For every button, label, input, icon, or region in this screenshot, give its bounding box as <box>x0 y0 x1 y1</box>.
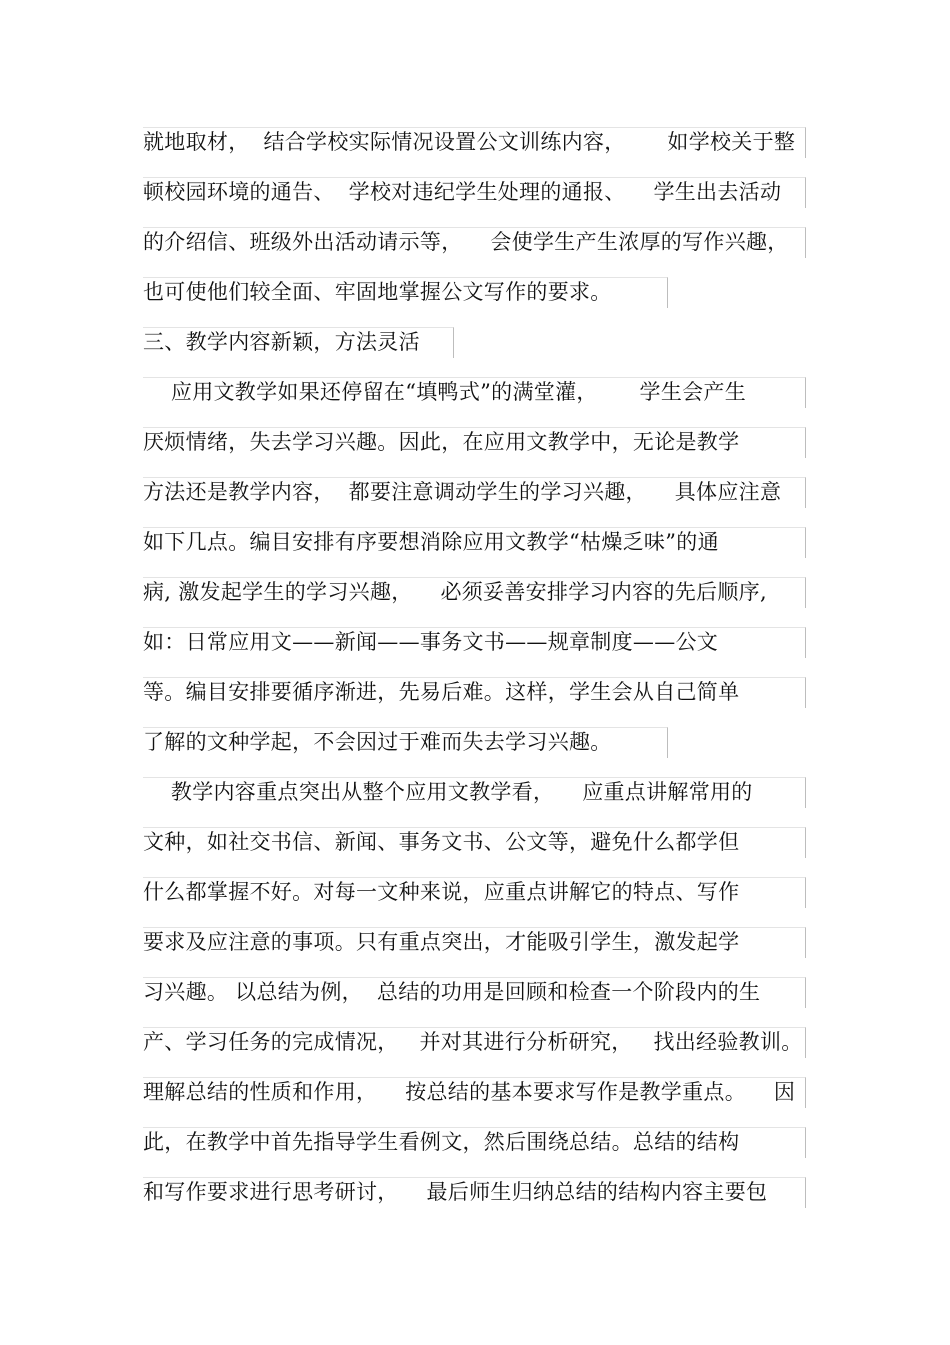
text-line: 什么都掌握不好。对每一文种来说，应重点讲解它的特点、写作 <box>143 880 740 904</box>
text-line: 等。编目安排要循序渐进，先易后难。这样，学生会从自己简单 <box>143 680 740 704</box>
text-line: 习兴趣。 以总结为例， 总结的功用是回顾和检查一个阶段内的生 <box>143 980 761 1004</box>
text-line: 就地取材， 结合学校实际情况设置公文训练内容， 如学校关于整 <box>143 130 796 154</box>
text-line: 方法还是教学内容， 都要注意调动学生的学习兴趣， 具体应注意 <box>143 480 782 504</box>
text-line: 的介绍信、班级外出活动请示等， 会使学生产生浓厚的写作兴趣， <box>143 230 789 254</box>
section-heading: 三、教学内容新颖，方法灵活 <box>143 330 420 354</box>
text-line: 病, 激发起学生的学习兴趣， 必须妥善安排学习内容的先后顺序, <box>143 580 767 604</box>
text-line: 此，在教学中首先指导学生看例文，然后围绕总结。总结的结构 <box>143 1130 740 1154</box>
text-line: 也可使他们较全面、牢固地掌握公文写作的要求。 <box>143 280 612 304</box>
text-line: 应用文教学如果还停留在“填鸭式”的满堂灌， 学生会产生 <box>143 380 747 404</box>
text-line: 如下几点。编目安排有序要想消除应用文教学“枯燥乏味”的通 <box>143 530 719 554</box>
text-line: 文种，如社交书信、新闻、事务文书、公文等，避免什么都学但 <box>143 830 740 854</box>
text-line: 厌烦情绪，失去学习兴趣。因此，在应用文教学中，无论是教学 <box>143 430 740 454</box>
text-line: 顿校园环境的通告、 学校对违纪学生处理的通报、 学生出去活动 <box>143 180 782 204</box>
text-line: 了解的文种学起，不会因过于难而失去学习兴趣。 <box>143 730 612 754</box>
text-line: 理解总结的性质和作用， 按总结的基本要求写作是教学重点。 因 <box>143 1080 796 1104</box>
text-line: 要求及应注意的事项。只有重点突出，才能吸引学生，激发起学 <box>143 930 740 954</box>
text-line: 如：日常应用文——新闻——事务文书——规章制度——公文 <box>143 630 719 654</box>
text-line: 教学内容重点突出从整个应用文教学看， 应重点讲解常用的 <box>143 780 753 804</box>
text-line: 产、学习任务的完成情况， 并对其进行分析研究， 找出经验教训。 <box>143 1030 803 1054</box>
text-line: 和写作要求进行思考研讨， 最后师生归纳总结的结构内容主要包 <box>143 1180 768 1204</box>
